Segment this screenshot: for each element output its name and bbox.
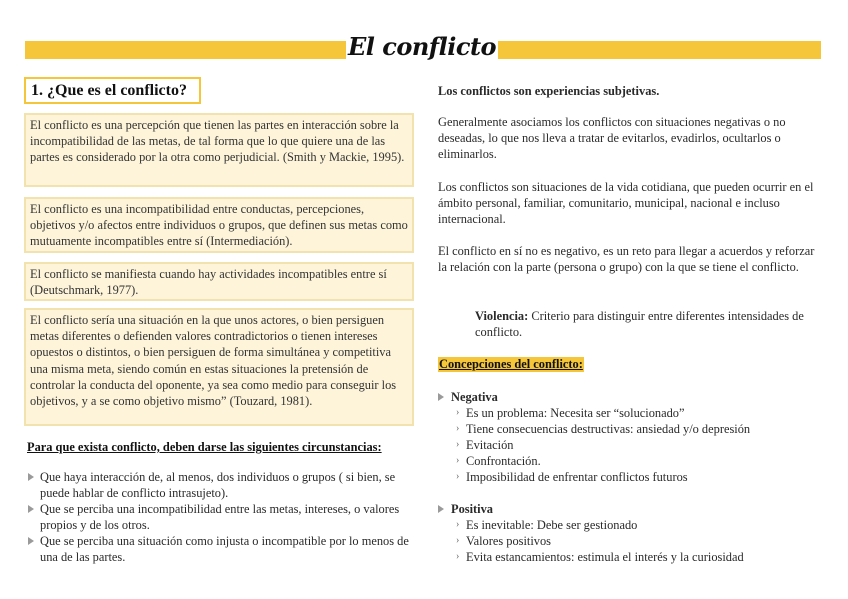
list-item: Que se perciba una incompatibilidad entre las metas, intereses, o valores propios y de los otros. — [28, 501, 413, 533]
title-bar-left — [25, 41, 346, 59]
triangle-bullet-icon — [28, 505, 34, 513]
list-item: › Valores positivos — [456, 534, 552, 548]
chevron-right-icon: › — [456, 519, 460, 530]
positiva-group — [438, 501, 744, 565]
list-item: › Confrontación. — [456, 454, 541, 468]
positiva-label: Positiva — [438, 501, 744, 517]
chevron-right-icon: › — [456, 439, 460, 450]
definition-box-4: El conflicto sería una situación en la que unos actores, o bien persiguen metas diferentes o defienden valores contradictorios o tienen intereses opuestos o distintos, o bien persiguen de forma simultánea y competitiva una misma meta, siendo común en estas situaciones la pretensión de controlar la conducta del oponente, ya sea como medio para conseguir los objetivos, y a se como objetivo mismo” (Touzard, 1981). — [24, 308, 414, 426]
triangle-bullet-icon — [438, 505, 444, 513]
section-heading: 1. ¿Que es el conflicto? — [24, 77, 201, 104]
definition-box-1: El conflicto es una percepción que tienen las partes en interacción sobre la incompatibilidad de las metas, de tal forma que lo que quiere una de las partes es considerado por la otra como perjudicial. (Smith y Mackie, 1995). — [24, 113, 414, 187]
chevron-right-icon: › — [456, 551, 460, 562]
subjective-heading: Los conflictos son experiencias subjetivas. — [438, 84, 660, 98]
concepciones-heading: Concepciones del conflicto: — [439, 357, 583, 371]
list-item: Que se perciba una situación como injusta o incompatible por lo menos de una de las partes. — [28, 533, 413, 565]
list-item: › Imposibilidad de enfrentar conflictos futuros — [456, 470, 688, 484]
list-item: › Evita estancamientos: estimula el interés y la curiosidad — [456, 550, 744, 564]
definition-box-2: El conflicto es una incompatibilidad entre conductas, percepciones, objetivos y/o afectos entre individuos o grupos, que definen sus metas como mutuamente incompatibles entre sí (Intermediación). — [24, 197, 414, 253]
chevron-right-icon: › — [456, 535, 460, 546]
paragraph-3: El conflicto en sí no es negativo, es un reto para llegar a acuerdos y reforzar la relación con la parte (persona o grupo) con la que se tiene el conflicto. — [438, 244, 815, 275]
circumstances-heading: Para que exista conflicto, deben darse las siguientes circunstancias: — [27, 440, 382, 454]
triangle-bullet-icon — [28, 473, 34, 481]
paragraph-2: Los conflictos son situaciones de la vida cotidiana, que pueden ocurrir en el ámbito personal, familiar, comunitario, municipal, nacional e incluso internacional. — [438, 180, 814, 227]
triangle-bullet-icon — [28, 537, 34, 545]
list-item: Que haya interacción de, al menos, dos individuos o grupos ( si bien, se puede hablar de conflicto intrasujeto). — [28, 469, 413, 501]
triangle-bullet-icon — [438, 393, 444, 401]
definition-box-3: El conflicto se manifiesta cuando hay actividades incompatibles entre sí (Deutschmark, 1977). — [24, 262, 414, 301]
list-item: › Es un problema: Necesita ser “solucionado” — [456, 406, 685, 420]
chevron-right-icon: › — [456, 407, 460, 418]
list-item: › Tiene consecuencias destructivas: ansiedad y/o depresión — [456, 422, 751, 436]
paragraph-1: Generalmente asociamos los conflictos con situaciones negativas o no deseadas, lo que nos lleva a tratar de evitarlos, evadirlos, ocultarlos o eliminarlos. — [438, 115, 786, 162]
page-title: El conflicto — [347, 32, 497, 61]
chevron-right-icon: › — [456, 471, 460, 482]
negativa-label: Negativa — [438, 389, 750, 405]
chevron-right-icon: › — [456, 455, 460, 466]
violencia-note: Violencia: Criterio para distinguir entre diferentes intensidades de conflicto. — [475, 309, 804, 340]
list-item: › Es inevitable: Debe ser gestionado — [456, 518, 638, 532]
negativa-group — [438, 389, 750, 485]
list-item: › Evitación — [456, 438, 514, 452]
chevron-right-icon: › — [456, 423, 460, 434]
title-bar-right — [498, 41, 821, 59]
circumstances-list — [28, 469, 413, 565]
